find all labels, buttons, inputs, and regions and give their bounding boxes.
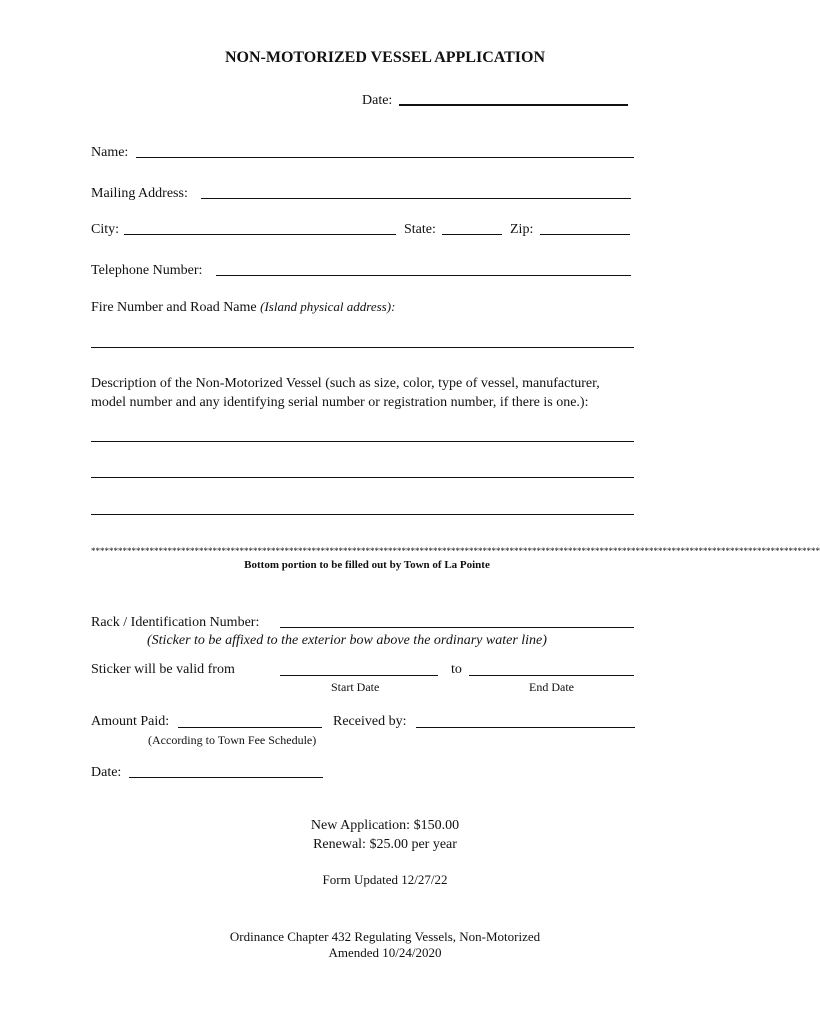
renewal-fee: Renewal: $25.00 per year (313, 837, 457, 852)
description-field-line-2[interactable] (91, 477, 634, 478)
separator-stars: ****************************************************************************************************************************************************************** (91, 546, 820, 556)
description-label-line1: Description of the Non-Motorized Vessel (such as size, color, type of vessel, manufacturer, (91, 376, 600, 391)
form-title: NON-MOTORIZED VESSEL APPLICATION (224, 49, 546, 66)
received-by-label: Received by: (333, 714, 407, 729)
telephone-label: Telephone Number: (91, 263, 203, 278)
zip-label: Zip: (510, 222, 534, 237)
state-label: State: (404, 222, 436, 237)
valid-from-label: Sticker will be valid from (91, 662, 235, 677)
rack-id-field[interactable] (280, 627, 634, 628)
fire-number-note: (Island physical address): (260, 299, 396, 314)
state-field[interactable] (442, 234, 502, 235)
form-updated-note: Form Updated 12/27/22 (322, 872, 448, 887)
amount-paid-field[interactable] (178, 727, 322, 728)
city-label: City: (91, 222, 120, 237)
amended-date: Amended 10/24/2020 (328, 945, 442, 960)
office-date-label: Date: (91, 765, 122, 780)
amount-paid-label: Amount Paid: (91, 714, 170, 729)
mailing-address-field[interactable] (201, 198, 631, 199)
fee-schedule-note: (According to Town Fee Schedule) (148, 733, 317, 747)
name-label: Name: (91, 145, 129, 160)
mailing-address-label: Mailing Address: (91, 186, 188, 201)
to-label: to (451, 662, 462, 677)
fire-number-label-text: Fire Number and Road Name (91, 300, 257, 315)
fire-number-field[interactable] (91, 347, 634, 348)
end-date-caption: End Date (529, 680, 574, 694)
name-field[interactable] (136, 157, 634, 158)
start-date-caption: Start Date (331, 680, 380, 694)
city-field[interactable] (124, 234, 396, 235)
zip-field[interactable] (540, 234, 630, 235)
description-field-line-3[interactable] (91, 514, 634, 515)
telephone-field[interactable] (216, 275, 631, 276)
sticker-note: (Sticker to be affixed to the exterior bow above the ordinary water line) (147, 633, 547, 648)
description-field-line-1[interactable] (91, 441, 634, 442)
end-date-field[interactable] (469, 675, 634, 676)
new-application-fee: New Application: $150.00 (310, 818, 460, 833)
office-date-field[interactable] (129, 777, 323, 778)
office-use-heading: Bottom portion to be filled out by Town of La Pointe (244, 559, 490, 571)
date-label: Date: (362, 93, 393, 108)
date-field[interactable] (399, 104, 628, 106)
rack-id-label: Rack / Identification Number: (91, 615, 260, 630)
start-date-field[interactable] (280, 675, 438, 676)
fire-number-label (91, 299, 395, 316)
ordinance-reference: Ordinance Chapter 432 Regulating Vessels, Non-Motorized (229, 929, 541, 944)
received-by-field[interactable] (416, 727, 635, 728)
description-label-line2: model number and any identifying serial number or registration number, if there is one.): (91, 395, 589, 410)
